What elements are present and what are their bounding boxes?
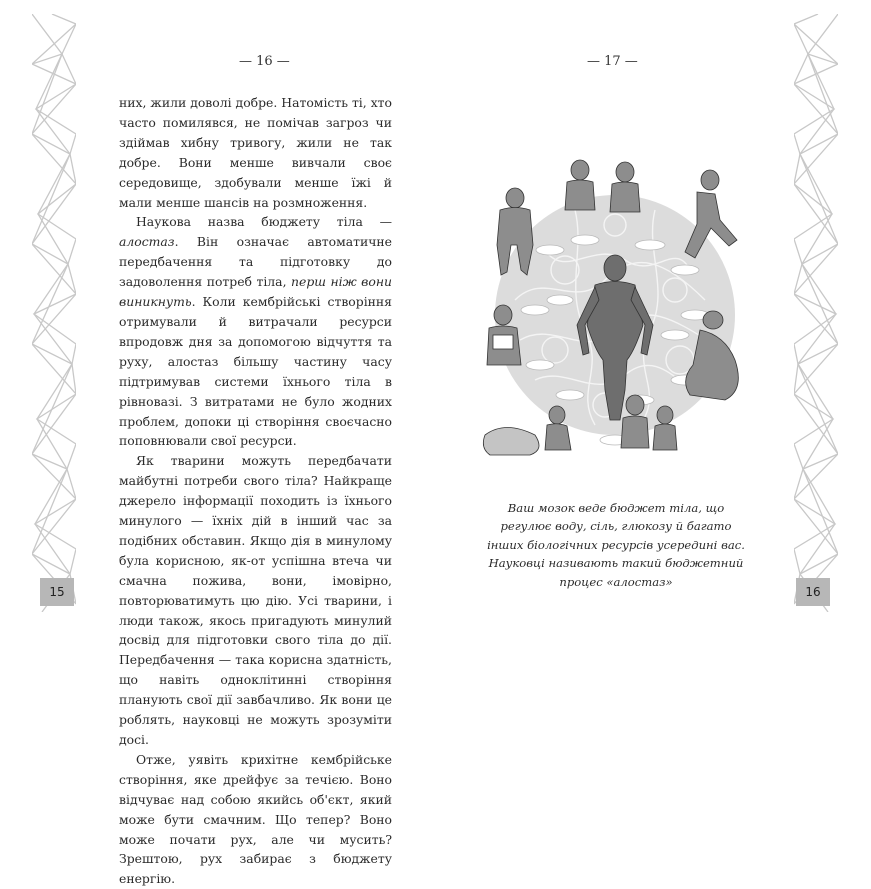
page-number-right: 16 (796, 578, 830, 606)
paragraph (119, 750, 392, 889)
paragraph (119, 212, 392, 451)
geometric-border-left-icon (32, 14, 76, 612)
text-run: Наукова назва бюджету тіла — (136, 214, 392, 230)
geometric-border-right-icon (794, 14, 838, 612)
running-header-right: — 17 — (587, 54, 638, 69)
illustration-caption: Ваш мозок веде бюджет тіла, що регулює воду, сіль, глюкозу й багато інших біологічних ресурсів усередині вас. Науковці називають такий бюджетний процес «алостаз» (487, 501, 745, 589)
text-run: . Коли кембрійські створіння отримували й витрачали ресурси впродовж дня за допомогою відчуття та руху, алостаз більшу частину часу підтримував системи їхнього тіла в рівновазі. З витратами не було жодних проблем, допоки ці створіння своєчасно поповнювали свої ресурси. (119, 294, 392, 449)
paragraph (119, 93, 392, 212)
emphasis-term: алостаз (119, 234, 175, 250)
body-text (119, 93, 392, 889)
text-run: Як тварини можуть передбачати майбутні потреби свого тіла? Найкраще джерело інформації походить із їхнього минулого — їхніх дій в інший час за подібних обставин. Якщо дія в минулому була корисною, як-от успішна втеча чи смачна пожива, вони, імовірно, повторюватимуть цю дію. Усі тварини, і люди також, якось пригадують минулий досвід для підготовки свого тіла до дії. Передбачення — така корисна здатність, що навіть одноклітинні створіння планують свої дії завбачливо. Як вони це роблять, науковці не можуть зрозуміти досі. (119, 453, 392, 747)
text-run: . Він означає автоматичне передбачення та підготовку до задоволення потреб тіла, (119, 234, 392, 290)
text-run: Отже, уявіть крихітне кембрійське створіння, яке дрейфує за течією. Воно відчуває над собою якийсь об'єкт, який може бути смачним. Що тепер? Воно може почати рух, але чи мусить? Зрештою, рух забирає з бюджету енергію. (119, 751, 392, 887)
page-number-left: 15 (40, 578, 74, 606)
allostasis-illustration-icon (475, 150, 755, 470)
paragraph (119, 451, 392, 750)
running-header-left: — 16 — (239, 54, 290, 69)
emphasis-term: перш ніж вони виникнуть (119, 274, 392, 310)
text-run: них, жили доволі добре. Натомість ті, хто часто помилявся, не помічав загроз чи здіймав хибну тривогу, жили не так добре. Вони менше вивчали своє середовище, здобували менше їжі й мали менше шансів на розмноження. (119, 95, 392, 210)
